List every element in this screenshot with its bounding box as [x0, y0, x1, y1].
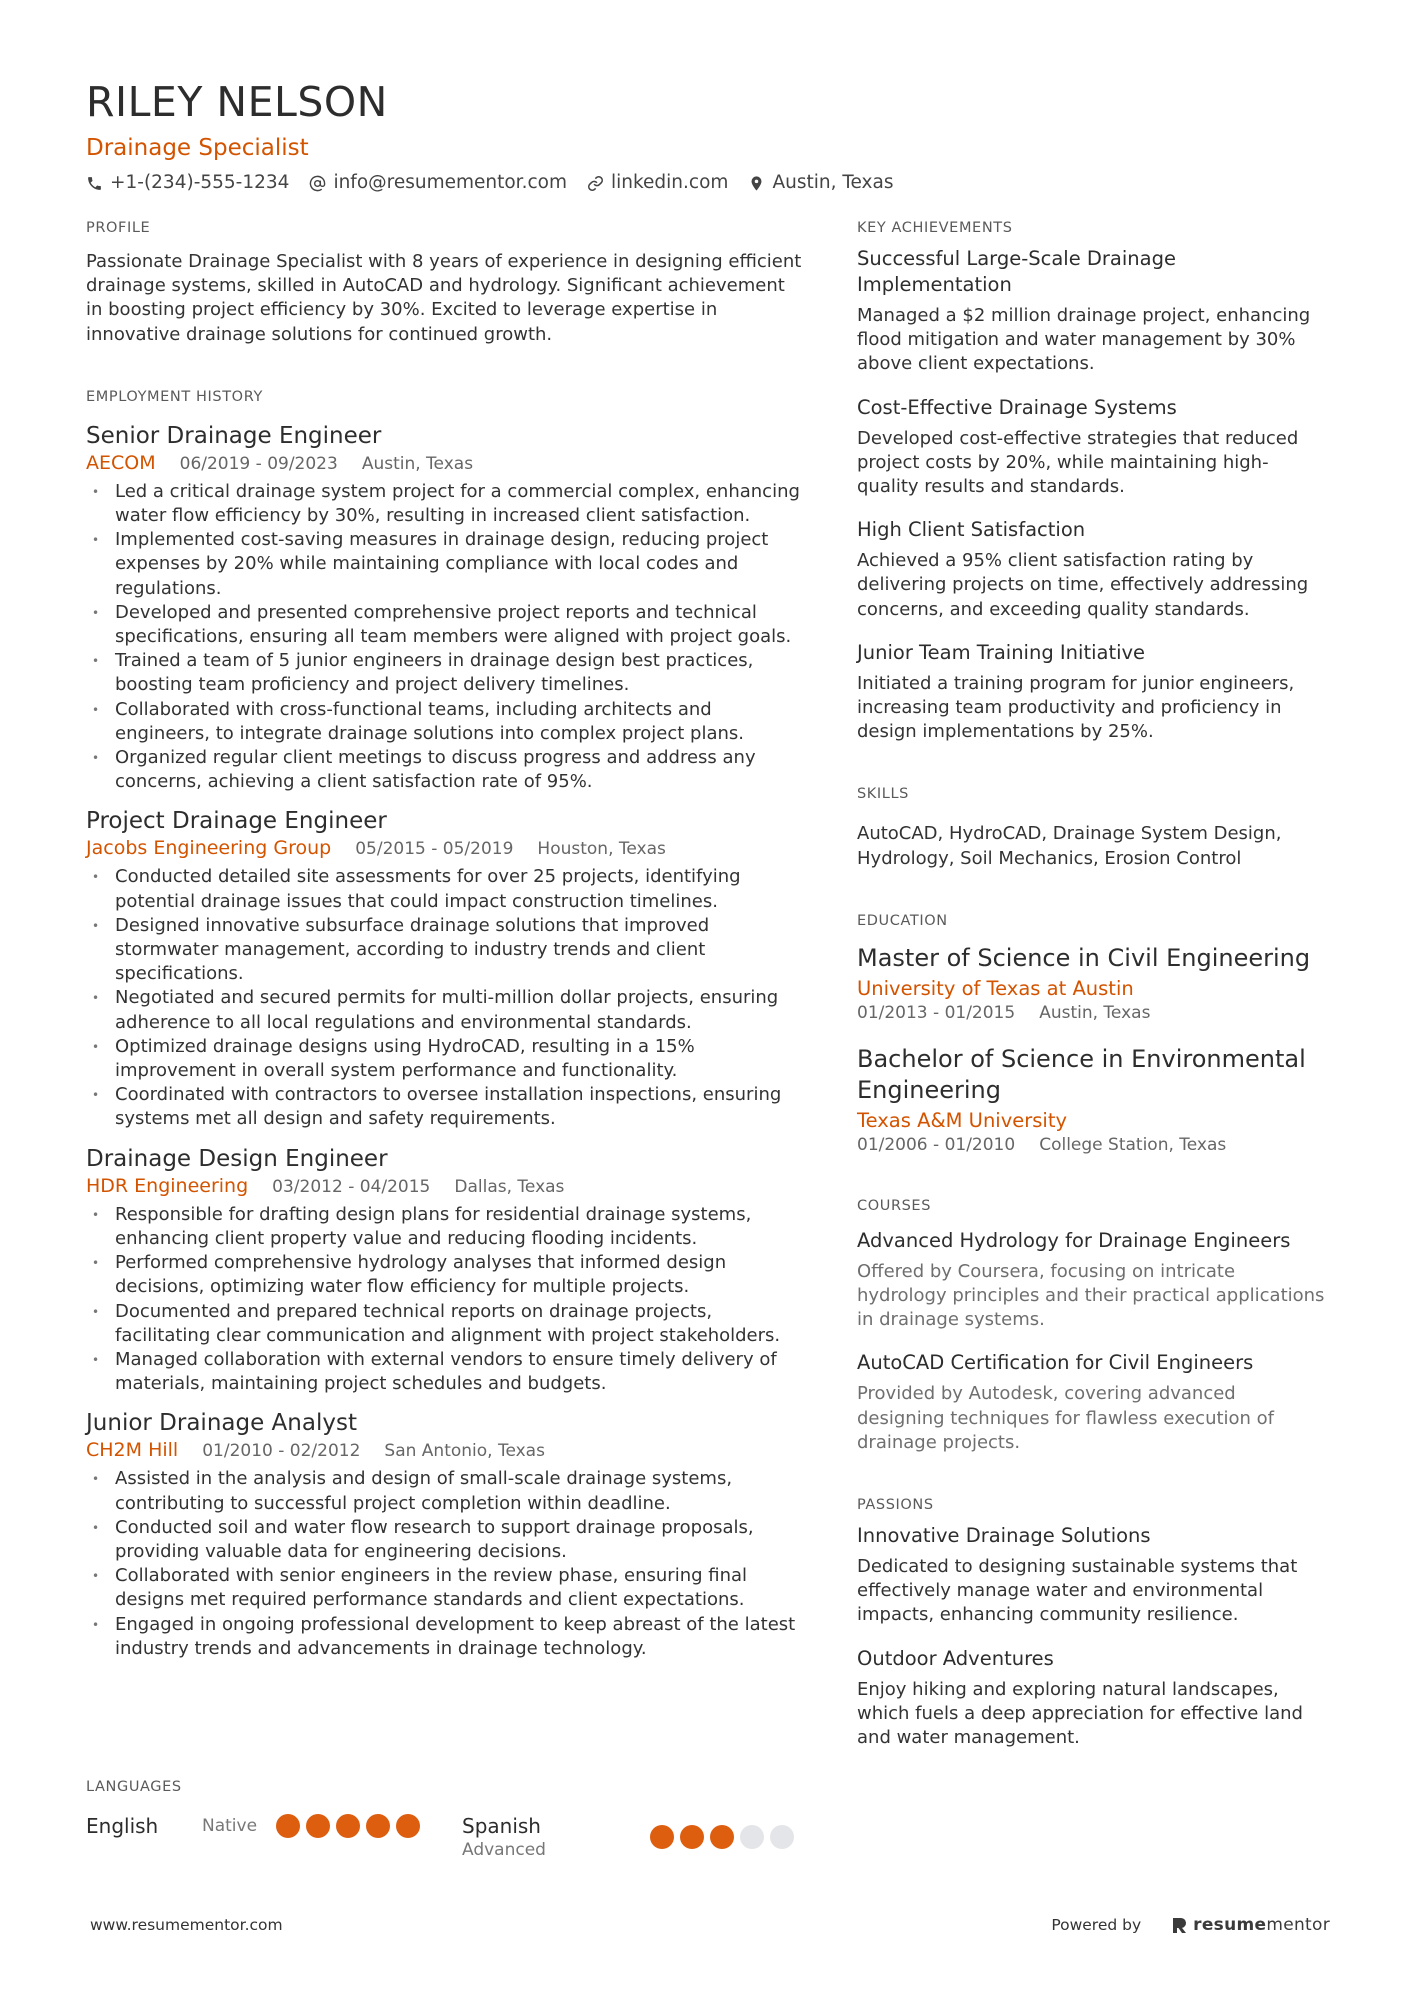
- achievement-item: [857, 395, 1327, 500]
- course-desc: Offered by Coursera, focusing on intricate hydrology principles and their practical applications in drainage systems.: [857, 1260, 1325, 1331]
- employment-section: [86, 387, 806, 1661]
- language-level: Advanced: [462, 1840, 546, 1860]
- right-column: [857, 218, 1327, 1750]
- rating-dot-filled: [710, 1825, 734, 1849]
- candidate-title: Drainage Specialist: [86, 135, 309, 161]
- education-dates: 01/2006 - 01/2010: [857, 1134, 1016, 1155]
- passion-desc: Enjoy hiking and exploring natural landscapes, which fuels a deep appreciation for effective land and water management.: [857, 1678, 1303, 1749]
- employment-heading: EMPLOYMENT HISTORY: [86, 388, 263, 405]
- job-company: AECOM: [86, 451, 156, 474]
- job-dates: 01/2010 - 02/2012: [202, 1441, 361, 1462]
- education-location: College Station, Texas: [1039, 1134, 1227, 1155]
- job-bullet: • Collaborated with cross-functional teams, including architects and engineers, to integrate drainage solutions into complex project plans.: [86, 698, 806, 746]
- profile-section: [86, 218, 806, 347]
- language-level: Native: [202, 1816, 258, 1836]
- contact-location: [748, 170, 893, 196]
- job-meta: [86, 1438, 806, 1463]
- job-bullet: • Assisted in the analysis and design of small-scale drainage systems, contributing to successful project completion within deadline.: [86, 1467, 806, 1515]
- job-bullet: • Conducted soil and water flow research to support drainage proposals, providing valuable data for engineering decisions.: [86, 1516, 806, 1564]
- job-bullet: • Responsible for drafting design plans for residential drainage systems, enhancing client property value and reducing flooding incidents.: [86, 1203, 806, 1251]
- rating-dot-empty: [740, 1825, 764, 1849]
- profile-text: Passionate Drainage Specialist with 8 years of experience in designing efficient drainage systems, skilled in AutoCAD and hydrology. Significant achievement in boosting project efficiency by 30%. Excited to leverage expertise in innovative drainage solutions for continued growth.: [86, 251, 802, 345]
- resume-header: [86, 78, 1326, 196]
- job-bullet: • Led a critical drainage system project for a commercial complex, enhancing water flow efficiency by 30%, resulting in increased client satisfaction.: [86, 480, 806, 528]
- rating-dot-filled: [276, 1814, 300, 1838]
- job-entry: [86, 421, 806, 795]
- rating-dot-empty: [770, 1825, 794, 1849]
- powered-by-label: Powered by: [1051, 1916, 1142, 1934]
- job-bullet: • Designed innovative subsurface drainage solutions that improved stormwater management, according to industry trends and client specifications.: [86, 914, 806, 987]
- education-location: Austin, Texas: [1039, 1002, 1151, 1023]
- contact-email[interactable]: [309, 170, 567, 196]
- language-text-block: [462, 1813, 650, 1861]
- rating-dot-filled: [650, 1825, 674, 1849]
- achievement-item: [857, 246, 1327, 377]
- at-icon: [309, 175, 326, 192]
- job-bullets: [86, 1467, 806, 1661]
- candidate-name: RILEY NELSON: [86, 78, 388, 126]
- education-school: University of Texas at Austin: [857, 976, 1134, 1000]
- job-bullet: • Documented and prepared technical reports on drainage projects, facilitating clear communication and alignment with project stakeholders.: [86, 1300, 806, 1348]
- left-column: [86, 218, 806, 1661]
- skills-section: [857, 784, 1327, 870]
- job-entry: [86, 1408, 806, 1661]
- job-bullet: • Coordinated with contractors to oversee installation inspections, ensuring systems met all design and safety requirements.: [86, 1083, 806, 1131]
- course-item: [857, 1350, 1327, 1455]
- job-bullet: • Managed collaboration with external vendors to ensure timely delivery of materials, maintaining project schedules and budgets.: [86, 1348, 806, 1396]
- languages-heading: LANGUAGES: [86, 1779, 182, 1795]
- job-bullet: • Negotiated and secured permits for multi-million dollar projects, ensuring adherence to all local regulations and environmental standards.: [86, 986, 806, 1034]
- achievement-desc: Initiated a training program for junior engineers, increasing team productivity and proficiency in design implementations by 25%.: [857, 672, 1295, 743]
- footer-website[interactable]: www.resumementor.com: [90, 1916, 283, 1934]
- achievement-title: Junior Team Training Initiative: [857, 640, 1146, 664]
- passion-desc: Dedicated to designing sustainable systems that effectively manage water and environmental impacts, enhancing community resilience.: [857, 1556, 1298, 1626]
- email-text: info@resumementor.com: [333, 172, 567, 193]
- rating-dot-filled: [366, 1814, 390, 1838]
- job-bullets: [86, 480, 806, 795]
- education-degree: Master of Science in Civil Engineering: [857, 943, 1311, 972]
- achievement-title: Successful Large-Scale Drainage Implementation: [857, 247, 1176, 296]
- achievement-item: [857, 640, 1327, 745]
- job-title: Project Drainage Engineer: [86, 808, 387, 835]
- achievement-desc: Managed a $2 million drainage project, enhancing flood mitigation and water management by 30% above client expectations.: [857, 305, 1311, 375]
- achievement-title: High Client Satisfaction: [857, 518, 1086, 542]
- page-footer: [90, 1915, 1330, 1935]
- skills-heading: SKILLS: [857, 786, 909, 803]
- rating-dot-filled: [680, 1825, 704, 1849]
- language-name: English: [86, 1814, 159, 1838]
- linkedin-text: linkedin.com: [610, 172, 729, 193]
- passions-heading: PASSIONS: [857, 1497, 934, 1514]
- education-item: [857, 1044, 1327, 1156]
- job-dates: 06/2019 - 09/2023: [179, 453, 338, 474]
- brand-logo[interactable]: [1171, 1915, 1330, 1935]
- brand-name-bold: resume: [1193, 1915, 1267, 1935]
- job-bullets: [86, 1203, 806, 1397]
- phone-icon: [86, 175, 103, 192]
- job-meta: [86, 1174, 806, 1199]
- education-item: [857, 943, 1327, 1024]
- job-company: Jacobs Engineering Group: [86, 837, 332, 860]
- job-location: Austin, Texas: [361, 453, 474, 474]
- job-bullet: • Trained a team of 5 junior engineers in drainage design best practices, boosting team proficiency and project delivery timelines.: [86, 649, 806, 697]
- contact-linkedin[interactable]: [587, 170, 728, 196]
- rating-dot-filled: [396, 1814, 420, 1838]
- job-bullet: • Collaborated with senior engineers in the review phase, ensuring final designs met required performance standards and client expectations.: [86, 1564, 806, 1612]
- languages-section: [86, 1777, 806, 1861]
- achievement-item: [857, 517, 1327, 622]
- job-dates: 03/2012 - 04/2015: [272, 1176, 431, 1197]
- achievement-desc: Achieved a 95% client satisfaction rating by delivering projects on time, effectively addressing concerns, and exceeding quality standards.: [857, 550, 1309, 620]
- job-entry: [86, 806, 806, 1131]
- contact-bar: [86, 170, 1326, 196]
- course-item: [857, 1228, 1327, 1333]
- location-pin-icon: [748, 175, 765, 192]
- courses-heading: COURSES: [857, 1197, 931, 1214]
- job-bullet: • Performed comprehensive hydrology analyses that informed design decisions, optimizing water flow efficiency for multiple projects.: [86, 1251, 806, 1299]
- job-bullets: [86, 865, 806, 1131]
- resumementor-logo-icon: [1171, 1917, 1187, 1934]
- course-title: Advanced Hydrology for Drainage Engineers: [857, 1228, 1291, 1252]
- job-title: Senior Drainage Engineer: [86, 422, 382, 449]
- job-company: CH2M Hill: [86, 1439, 179, 1462]
- brand-name-thin: mentor: [1266, 1915, 1330, 1935]
- education-school: Texas A&M University: [857, 1108, 1068, 1132]
- education-heading: EDUCATION: [857, 912, 948, 929]
- passion-item: [857, 1646, 1327, 1751]
- languages-list: [86, 1813, 806, 1861]
- passion-item: [857, 1523, 1327, 1628]
- language-rating: [276, 1814, 420, 1838]
- phone-text: +1-(234)-555-1234: [110, 172, 290, 193]
- achievement-title: Cost-Effective Drainage Systems: [857, 395, 1177, 419]
- profile-heading: PROFILE: [86, 220, 151, 236]
- achievement-desc: Developed cost-effective strategies that reduced project costs by 20%, while maintaining high-quality results and standards.: [857, 427, 1299, 498]
- passion-title: Outdoor Adventures: [857, 1646, 1054, 1670]
- language-rating: [650, 1825, 794, 1849]
- job-entry: [86, 1144, 806, 1397]
- job-bullet: • Organized regular client meetings to discuss progress and address any concerns, achieving a client satisfaction rate of 95%.: [86, 746, 806, 794]
- job-location: Houston, Texas: [537, 839, 666, 860]
- contact-phone[interactable]: [86, 170, 289, 196]
- job-location: San Antonio, Texas: [384, 1441, 545, 1462]
- education-meta: [857, 1002, 1327, 1024]
- job-title: Junior Drainage Analyst: [86, 1410, 357, 1437]
- job-bullet: • Conducted detailed site assessments for over 25 projects, identifying potential drainage issues that could impact construction timelines.: [86, 865, 806, 913]
- achievements-heading: KEY ACHIEVEMENTS: [857, 220, 1013, 236]
- passions-section: [857, 1495, 1327, 1750]
- achievements-section: [857, 218, 1327, 744]
- job-bullet: • Optimized drainage designs using HydroCAD, resulting in a 15% improvement in overall system performance and functionality.: [86, 1035, 806, 1083]
- rating-dot-filled: [306, 1814, 330, 1838]
- skills-text: AutoCAD, HydroCAD, Drainage System Design, Hydrology, Soil Mechanics, Erosion Control: [857, 823, 1282, 869]
- language-item: [86, 1813, 462, 1839]
- rating-dot-filled: [336, 1814, 360, 1838]
- course-title: AutoCAD Certification for Civil Engineers: [857, 1351, 1254, 1375]
- location-text: Austin, Texas: [772, 172, 894, 193]
- education-section: [857, 911, 1327, 1156]
- passion-title: Innovative Drainage Solutions: [857, 1524, 1151, 1548]
- job-dates: 05/2015 - 05/2019: [355, 839, 514, 860]
- education-meta: [857, 1134, 1327, 1156]
- job-location: Dallas, Texas: [454, 1176, 565, 1197]
- job-company: HDR Engineering: [86, 1174, 249, 1197]
- link-icon: [587, 175, 604, 192]
- job-meta: [86, 451, 806, 476]
- job-meta: [86, 836, 806, 861]
- language-name: Spanish: [462, 1814, 541, 1838]
- education-dates: 01/2013 - 01/2015: [857, 1002, 1016, 1023]
- job-bullet: • Implemented cost-saving measures in drainage design, reducing project expenses by 20% while maintaining compliance with local codes and regulations.: [86, 528, 806, 601]
- job-bullet: • Developed and presented comprehensive project reports and technical specifications, ensuring all team members were aligned with project goals.: [86, 601, 806, 649]
- education-degree: Bachelor of Science in Environmental Engineering: [857, 1044, 1306, 1104]
- language-item: [462, 1813, 794, 1861]
- job-title: Drainage Design Engineer: [86, 1145, 388, 1172]
- courses-section: [857, 1196, 1327, 1455]
- course-desc: Provided by Autodesk, covering advanced designing techniques for flawless execution of drainage projects.: [857, 1383, 1275, 1453]
- job-bullet: • Engaged in ongoing professional development to keep abreast of the latest industry trends and advancements in drainage technology.: [86, 1613, 806, 1661]
- footer-branding: [1051, 1915, 1330, 1935]
